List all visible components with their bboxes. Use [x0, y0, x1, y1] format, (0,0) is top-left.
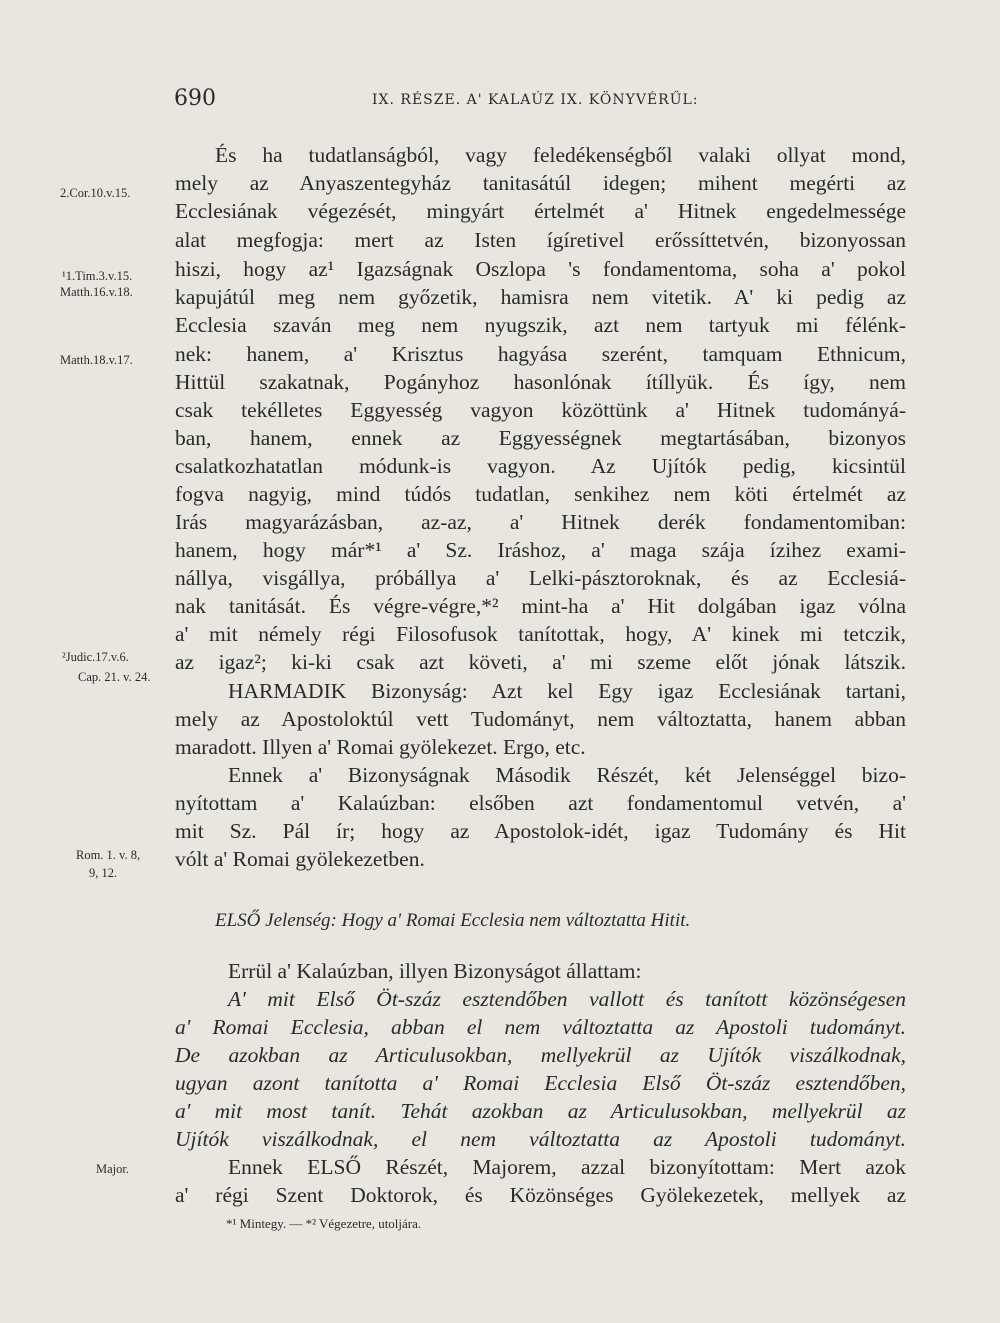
margin-note: Rom. 1. v. 8, — [76, 848, 141, 862]
margin-note: Major. — [96, 1162, 129, 1176]
text-line: a' régi Szent Doktorok, és Közönséges Gyölekezetek, mellyek az — [175, 1183, 906, 1207]
text-line: És ha tudatlanságból, vagy feledékenségből valaki ollyat mond, — [215, 143, 906, 167]
text-line: Ennek ELSŐ Részét, Majorem, azzal bizonyítottam: Mert azok — [228, 1155, 906, 1179]
running-header: IX. RÉSZE. A' KALAÚZ IX. KÖNYVÉRŰL: — [372, 92, 699, 108]
text-line: De azokban az Articulusokban, mellyekrül az Ujítók viszálkodnak, — [175, 1043, 906, 1067]
text-line: a' mit némely régi Filosofusok tanítottak, hogy, A' kinek mi tetczik, — [175, 622, 906, 646]
text-line: nyítottam a' Kalaúzban: elsőben azt fondamentomul vetvén, a' — [175, 791, 906, 815]
text-line: az igaz²; ki-ki csak azt követi, a' mi szeme előt jónak látszik. — [175, 650, 906, 674]
text-line: ban, hanem, ennek az Eggyességnek megtartásában, bizonyos — [175, 426, 906, 450]
text-line: vólt a' Romai gyölekezetben. — [175, 847, 425, 871]
text-line: hiszi, hogy az¹ Igazságnak Oszlopa 's fondamentoma, soha a' pokol — [175, 257, 906, 281]
text-line: alat megfogja: mert az Isten ígíretivel erőssíttetvén, bizonyossan — [175, 228, 906, 252]
text-line: nállya, visgállya, próbállya a' Lelki-pásztoroknak, és az Ecclesiá- — [175, 566, 906, 590]
text-line: HARMADIK Bizonyság: Azt kel Egy igaz Ecclesiának tartani, — [228, 679, 906, 703]
text-line: Hittül szakatnak, Pogányhoz hasonlónak ítíllyük. És így, nem — [175, 370, 906, 394]
page-number: 690 — [174, 86, 216, 111]
text-line: Ecclesia szaván meg nem nyugszik, azt nem tartyuk mi félénk- — [175, 313, 906, 337]
text-line: a' mit most tanít. Tehát azokban az Articulusokban, mellyekrül az — [175, 1099, 906, 1123]
margin-note: ²Judic.17.v.6. — [62, 650, 129, 664]
margin-note: 9, 12. — [89, 866, 118, 880]
text-line: mely az Apostoloktúl vett Tudományt, nem változtatta, hanem abban — [175, 707, 906, 731]
text-line: mit Sz. Pál ír; hogy az Apostolok-idét, igaz Tudomány és Hit — [175, 819, 906, 843]
text-line: fogva nagyig, mind túdós tudatlan, senkihez nem köti értelmét az — [175, 482, 906, 506]
text-line: mely az Anyaszentegyház tanitasátúl idegen; mihent megérti az — [175, 171, 906, 195]
footnote: *¹ Mintegy. — *² Végezetre, utoljára. — [226, 1216, 422, 1231]
text-line: Ecclesiának végezését, mingyárt értelmét a' Hitnek engedelmessége — [175, 199, 906, 223]
section-heading: ELSŐ Jelenség: Hogy a' Romai Ecclesia nem változtatta Hitit. — [215, 910, 691, 931]
margin-note: Matth.16.v.18. — [60, 285, 133, 299]
text-line: Errül a' Kalaúzban, illyen Bizonyságot állattam: — [228, 959, 642, 983]
text-line: a' Romai Ecclesia, abban el nem változtatta az Apostoli tudományt. — [175, 1015, 906, 1039]
text-line: nek: hanem, a' Krisztus hagyása szerént, tamquam Ethnicum, — [175, 342, 906, 366]
text-line: csak tekélletes Eggyesség vagyon közöttünk a' Hitnek tudományá- — [175, 398, 906, 422]
text-line: Ennek a' Bizonyságnak Második Részét, két Jelenséggel bizo- — [228, 763, 906, 787]
text-line: maradott. Illyen a' Romai gyölekezet. Ergo, etc. — [175, 735, 586, 759]
text-line: ugyan azont tanította a' Romai Ecclesia Első Öt-száz esztendőben, — [175, 1071, 906, 1095]
margin-note: Matth.18.v.17. — [60, 353, 133, 367]
margin-note: ¹1.Tim.3.v.15. — [62, 269, 133, 283]
text-line: kapujátúl meg nem győzetik, hamisra nem vitetik. A' ki pedig az — [175, 285, 906, 309]
text-line: A' mit Első Öt-száz esztendőben vallott és tanított közönségesen — [228, 987, 906, 1011]
margin-note: Cap. 21. v. 24. — [78, 670, 151, 684]
text-line: Irás magyarázásban, az-az, a' Hitnek derék fondamentomiban: — [175, 510, 906, 534]
text-line: nak tanitását. És végre-végre,*² mint-ha a' Hit dolgában igaz vólna — [175, 594, 906, 618]
margin-note: 2.Cor.10.v.15. — [60, 186, 131, 200]
text-line: Ujítók viszálkodnak, el nem változtatta az Apostoli tudományt. — [175, 1127, 906, 1151]
text-line: hanem, hogy már*¹ a' Sz. Iráshoz, a' maga szája ízihez exami- — [175, 538, 906, 562]
text-line: csalatkozhatatlan módunk-is vagyon. Az Ujítók pedig, kicsintül — [175, 454, 906, 478]
